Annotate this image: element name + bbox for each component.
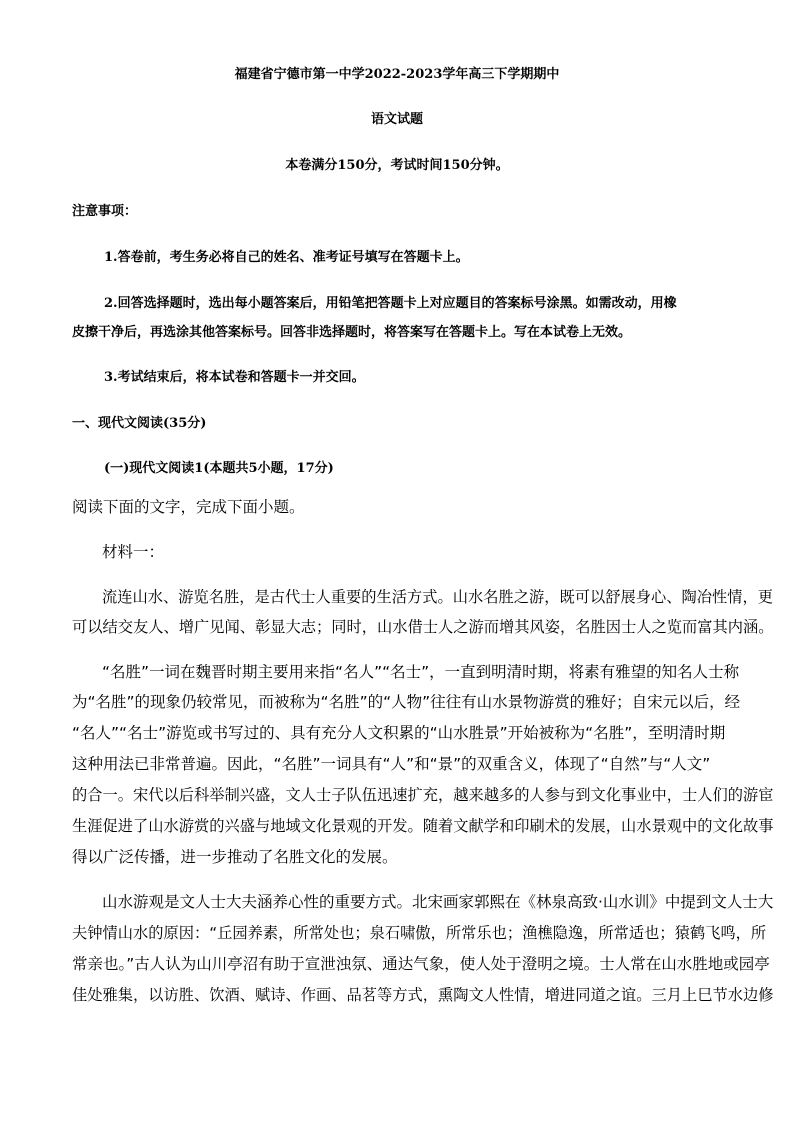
paragraph-2-line-6: 生涯促进了山水游赏的兴盛与地域文化景观的开发。随着文献学和印刷术的发展，山水景观中的文化故事 xyxy=(72,817,774,835)
subsection-heading: (一)现代文阅读1(本题共5小题，17分) xyxy=(104,461,334,476)
notice-item-2-line-1: 2.回答选择题时，选出每小题答案后，用铅笔把答题卡上对应题目的答案标号涂黑。如需改动，用橡 xyxy=(104,296,677,311)
paragraph-2-line-1: “名胜”一词在魏晋时期主要用来指“名人”“名士”，一直到明清时期，将素有雅望的知名人士称 xyxy=(102,663,740,681)
notice-item-2-line-2: 皮擦干净后，再选涂其他答案标号。回答非选择题时，将答案写在答题卡上。写在本试卷上无效。 xyxy=(72,325,632,340)
exam-title: 福建省宁德市第一中学2022-2023学年高三下学期期中 xyxy=(234,67,560,82)
notice-item-1: 1.答卷前，考生务必将自己的姓名、准考证号填写在答题卡上。 xyxy=(104,250,469,265)
paragraph-3-line-1: 山水游观是文人士大夫涵养心性的重要方式。北宋画家郭熙在《林泉高致·山水训》中提到文人士大 xyxy=(102,893,774,911)
exam-subject: 语文试题 xyxy=(370,112,423,127)
paragraph-1-line-2: 可以结交友人、增广见闻、彰显大志；同时，山水借士人之游而增其风姿，名胜因士人之览而富其内涵。 xyxy=(72,618,774,636)
paragraph-2-line-2: 为“名胜”的现象仍较常见，而被称为“名胜”的“人物”往往有山水景物游赏的雅好；自宋元以后，经 xyxy=(72,693,741,711)
section-heading: 一、现代文阅读(35分) xyxy=(72,416,207,431)
material-label: 材料一： xyxy=(102,543,165,561)
paragraph-2-line-7: 得以广泛传播，进一步推动了名胜文化的发展。 xyxy=(72,848,398,866)
notice-item-3: 3.考试结束后，将本试卷和答题卡一并交回。 xyxy=(104,370,365,385)
notice-heading: 注意事项： xyxy=(72,204,138,219)
paragraph-2-line-5: 的合一。宋代以后科举制兴盛，文人士子队伍迅速扩充，越来越多的人参与到文化事业中，士人们的游宦 xyxy=(72,786,774,804)
paragraph-2-line-3: “名人”“名士”游览或书写过的、具有充分人文积累的“山水胜景”开始被称为“名胜”，至明清时期 xyxy=(72,724,726,742)
paragraph-3-line-3: 常亲也。”古人认为山川亭沼有助于宣泄浊氛、通达气象，使人处于澄明之境。士人常在山水胜地或园亭 xyxy=(72,955,770,973)
score-info: 本卷满分150分，考试时间150分钟。 xyxy=(285,158,509,173)
paragraph-1-line-1: 流连山水、游览名胜，是古代士人重要的生活方式。山水名胜之游，既可以舒展身心、陶冶性情，更 xyxy=(102,588,773,606)
reading-instruction: 阅读下面的文字，完成下面小题。 xyxy=(72,498,305,516)
paragraph-3-line-2: 夫钟情山水的原因：“丘园养素，所常处也；泉石啸傲，所常乐也；渔樵隐逸，所常适也；猿鹤飞鸣，所 xyxy=(72,924,767,942)
paragraph-2-line-4: 这种用法已非常普遍。因此，“名胜”一词具有“人”和“景”的双重含义，体现了“自然”与“人文” xyxy=(72,755,711,773)
paragraph-3-line-4: 佳处雅集，以访胜、饮酒、赋诗、作画、品茗等方式，熏陶文人性情，增进同道之谊。三月上巳节水边修 xyxy=(72,986,774,1004)
